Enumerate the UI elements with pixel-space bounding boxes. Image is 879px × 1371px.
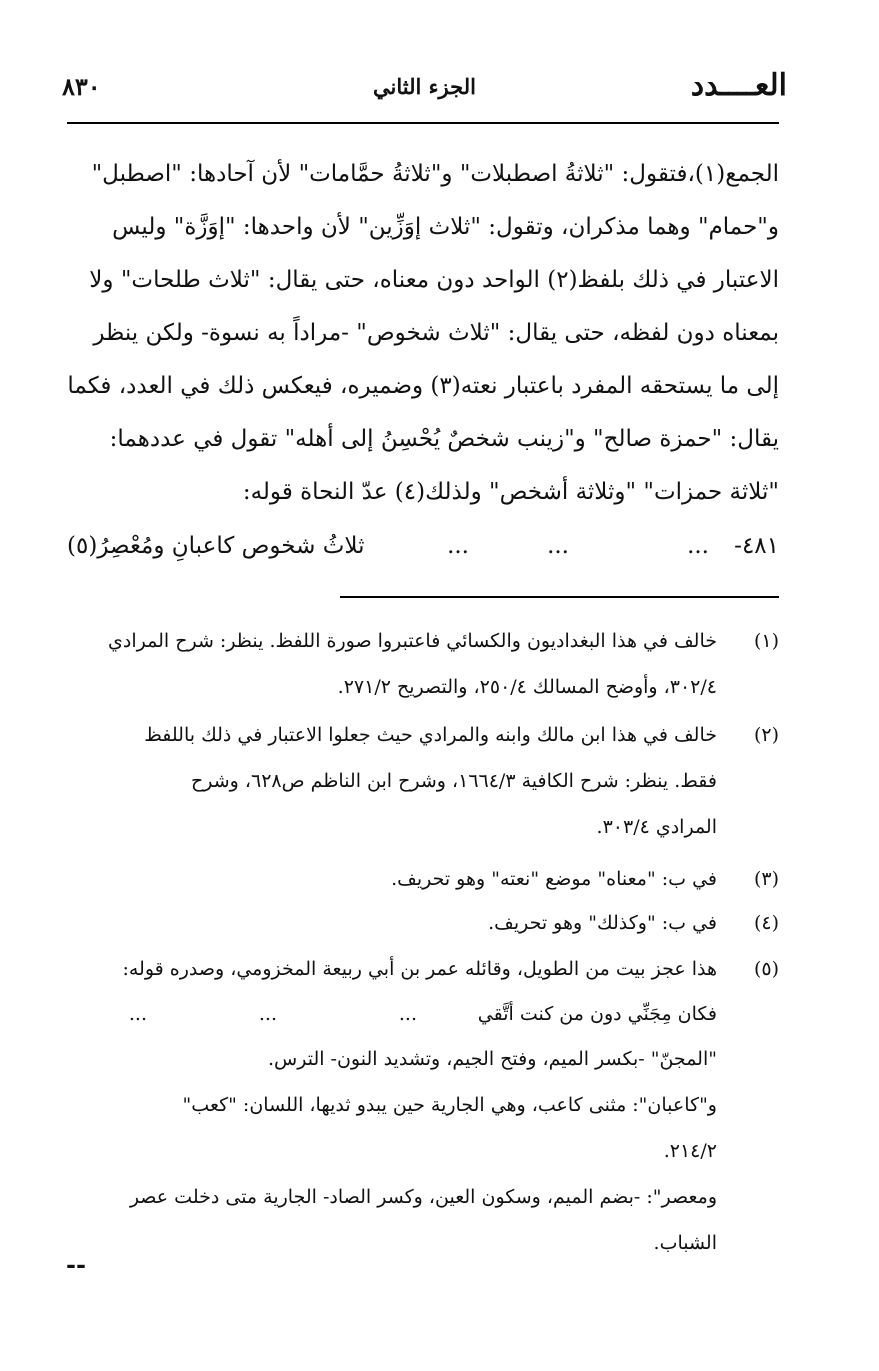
footnote-verse-text: فكان مِجَنِّي دون من كنت أتَّقي bbox=[477, 1003, 717, 1025]
footnote-line: خالف في هذا البغداديون والكسائي فاعتبروا صورة اللفظ. ينظر: شرح المرادي bbox=[108, 630, 717, 652]
footnote-verse bbox=[62, 992, 717, 1036]
verse-ellipsis: ... bbox=[398, 1003, 417, 1025]
footnote-line: "المجنّ" -بكسر الميم، وفتح الجيم، وتشديد النون- الترس. bbox=[268, 1048, 717, 1070]
footnote-line: ٣٠٢/٤، وأوضح المسالك ٢٥٠/٤، والتصريح ٢٧١/٢. bbox=[337, 676, 717, 698]
verse-number: ٤٨١- bbox=[734, 533, 779, 559]
footnote-line: ومعصر": -بضم الميم، وسكون العين، وكسر الصاد- الجارية متى دخلت عصر bbox=[129, 1186, 717, 1208]
chapter-title: العــــدد bbox=[690, 68, 787, 103]
text-line: الاعتبار في ذلك بلفظ(٢) الواحد دون معناه، حتى يقال: "ثلاث طلحات" ولا bbox=[89, 267, 779, 293]
verse-ellipsis: ... bbox=[128, 1003, 147, 1025]
text-line: إلى ما يستحقه المفرد باعتبار نعته(٣) وضميره، فيعكس ذلك في العدد، فكما bbox=[67, 373, 779, 399]
footnote-number: (٤) bbox=[753, 912, 779, 934]
footnote-5 bbox=[62, 946, 779, 1266]
footnote-number: (١) bbox=[753, 630, 779, 652]
footnote-number: (٥) bbox=[753, 958, 779, 980]
text-line: يقال: "حمزة صالح" و"زينب شخصٌ يُحْسِنُ إلى أهله" تقول في عددهما: bbox=[109, 426, 779, 452]
page-number: ٨٣٠ bbox=[62, 72, 101, 101]
footnote-line: في ب: "معناه" موضع "نعته" وهو تحريف. bbox=[391, 868, 717, 890]
text-line: و"حمام" وهما مذكران، وتقول: "ثلاث إوَزِّين" لأن واحدها: "إوَزَّة" وليس bbox=[112, 214, 779, 240]
header-divider bbox=[67, 122, 779, 124]
text-line: بمعناه دون لفظه، حتى يقال: "ثلاث شخوص" -مراداً به نسوة- ولكن ينظر bbox=[93, 320, 779, 346]
footnote-line: في ب: "وكذلك" وهو تحريف. bbox=[488, 912, 717, 934]
footnote-line: الشباب. bbox=[653, 1232, 717, 1254]
text-line: "ثلاثة حمزات" "وثلاثة أشخص" ولذلك(٤) عدّ النحاة قوله: bbox=[242, 479, 779, 505]
footnote-2 bbox=[62, 712, 779, 850]
footnote-line: فقط. ينظر: شرح الكافية ١٦٦٤/٣، وشرح ابن الناظم ص٦٢٨، وشرح bbox=[190, 770, 717, 792]
footnote-1 bbox=[62, 618, 779, 710]
footnote-4 bbox=[62, 900, 779, 946]
verse-ellipsis: ... bbox=[258, 1003, 277, 1025]
footnote-number: (٢) bbox=[753, 724, 779, 746]
text-line: الجمع(١)،فتقول: "ثلاثةُ اصطبلات" و"ثلاثةُ حمَّامات" لأن آحادها: "اصطبل" bbox=[91, 161, 779, 187]
footnote-divider bbox=[340, 596, 779, 598]
footnote-number: (٣) bbox=[753, 868, 779, 890]
main-text bbox=[67, 148, 779, 519]
page-end-mark: -- bbox=[66, 1250, 86, 1279]
verse-line bbox=[67, 520, 779, 572]
part-title: الجزء الثاني bbox=[373, 74, 476, 99]
footnote-line: المرادي ٣٠٣/٤. bbox=[596, 816, 717, 838]
footnote-3 bbox=[62, 856, 779, 902]
verse-ellipsis: ... bbox=[547, 533, 569, 559]
footnote-line: خالف في هذا ابن مالك وابنه والمرادي حيث جعلوا الاعتبار في ذلك باللفظ bbox=[144, 724, 717, 746]
verse-ellipsis: ... bbox=[687, 533, 709, 559]
page-header bbox=[62, 66, 787, 116]
footnote-line: ٢١٤/٢. bbox=[663, 1140, 717, 1162]
footnote-line: هذا عجز بيت من الطويل، وقائله عمر بن أبي ربيعة المخزومي، وصدره قوله: bbox=[122, 958, 717, 980]
verse-ellipsis: ... bbox=[447, 533, 469, 559]
verse-hemistich: ثلاثُ شخوص كاعبانِ ومُعْصِرُ(٥) bbox=[67, 533, 365, 559]
footnote-line: و"كاعبان": مثنى كاعب، وهي الجارية حين يبدو ثديها، اللسان: "كعب" bbox=[182, 1094, 717, 1116]
